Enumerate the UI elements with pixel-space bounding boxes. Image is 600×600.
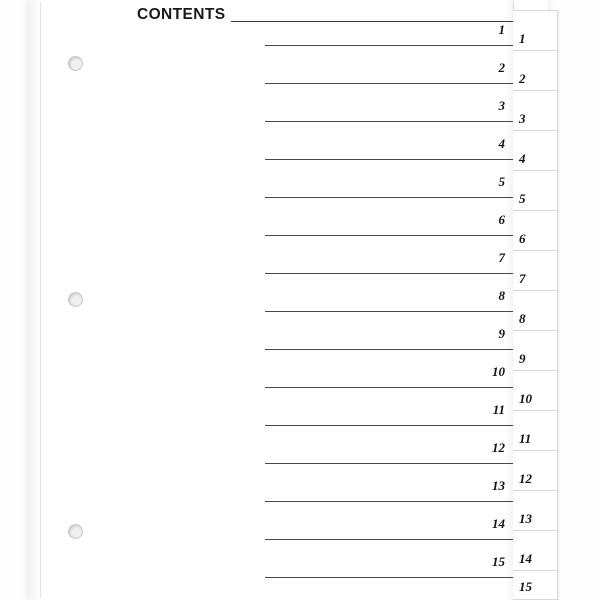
index-tab-number: 8 xyxy=(519,311,526,326)
contents-row xyxy=(265,428,513,464)
index-tab-number: 3 xyxy=(519,111,526,126)
contents-row xyxy=(265,390,513,426)
contents-row xyxy=(265,238,513,274)
contents-row-number: 3 xyxy=(498,98,505,113)
contents-row-number: 9 xyxy=(498,326,505,341)
index-tab[interactable] xyxy=(513,210,558,252)
index-tab[interactable] xyxy=(513,90,558,132)
punch-hole-top xyxy=(68,56,83,71)
contents-row-number: 15 xyxy=(492,554,505,569)
contents-row xyxy=(265,86,513,122)
index-tab[interactable] xyxy=(513,10,558,52)
contents-row-number: 1 xyxy=(498,22,505,37)
write-on-line xyxy=(265,197,513,198)
write-on-line xyxy=(265,311,513,312)
index-tab-number: 4 xyxy=(519,151,526,166)
contents-row xyxy=(265,124,513,160)
contents-row xyxy=(265,10,513,46)
write-on-line xyxy=(265,501,513,502)
write-on-line xyxy=(265,83,513,84)
contents-row xyxy=(265,314,513,350)
index-tab-number: 6 xyxy=(519,231,526,246)
write-on-line xyxy=(265,273,513,274)
page-title: CONTENTS xyxy=(137,6,226,23)
contents-row-number: 5 xyxy=(498,174,505,189)
index-tab-number: 9 xyxy=(519,351,526,366)
index-tab[interactable] xyxy=(513,490,558,532)
index-tab[interactable] xyxy=(513,130,558,172)
index-tab-number: 15 xyxy=(519,579,532,594)
contents-row xyxy=(265,276,513,312)
write-on-line xyxy=(265,577,513,578)
write-on-line xyxy=(265,121,513,122)
contents-row-number: 6 xyxy=(498,212,505,227)
punch-hole-bottom xyxy=(68,524,83,539)
contents-row xyxy=(265,542,513,578)
index-tab[interactable] xyxy=(513,570,558,600)
index-tab-number: 7 xyxy=(519,271,526,286)
index-tab[interactable] xyxy=(513,290,558,332)
write-on-line xyxy=(265,349,513,350)
contents-row xyxy=(265,200,513,236)
write-on-line xyxy=(265,45,513,46)
index-tab-number: 12 xyxy=(519,471,532,486)
punch-hole-middle xyxy=(68,292,83,307)
index-tab[interactable] xyxy=(513,450,558,492)
contents-row-number: 14 xyxy=(492,516,505,531)
contents-row-number: 7 xyxy=(498,250,505,265)
index-tab[interactable] xyxy=(513,410,558,452)
write-on-line xyxy=(265,235,513,236)
contents-row-number: 11 xyxy=(492,402,505,417)
contents-row-number: 13 xyxy=(492,478,505,493)
index-tab[interactable] xyxy=(513,170,558,212)
index-tab-number: 14 xyxy=(519,551,532,566)
index-tab-number: 13 xyxy=(519,511,532,526)
write-on-line xyxy=(265,425,513,426)
write-on-line xyxy=(265,159,513,160)
contents-row-number: 10 xyxy=(492,364,505,379)
write-on-line xyxy=(265,539,513,540)
index-tab-number: 10 xyxy=(519,391,532,406)
index-tab-number: 1 xyxy=(519,31,526,46)
index-tab-number: 2 xyxy=(519,71,526,86)
index-tab-number: 11 xyxy=(519,431,532,446)
index-tab[interactable] xyxy=(513,530,558,572)
write-on-line xyxy=(265,463,513,464)
contents-row-number: 12 xyxy=(492,440,505,455)
contents-row xyxy=(265,48,513,84)
contents-row xyxy=(265,162,513,198)
contents-row xyxy=(265,504,513,540)
tab-strip xyxy=(513,2,559,598)
write-on-line xyxy=(265,387,513,388)
contents-row xyxy=(265,352,513,388)
index-tab[interactable] xyxy=(513,330,558,372)
index-tab[interactable] xyxy=(513,250,558,292)
contents-row xyxy=(265,466,513,502)
index-tab[interactable] xyxy=(513,370,558,412)
index-tab-number: 5 xyxy=(519,191,526,206)
contents-row-number: 4 xyxy=(498,136,505,151)
contents-row-number: 2 xyxy=(498,60,505,75)
index-tab[interactable] xyxy=(513,50,558,92)
contents-row-number: 8 xyxy=(498,288,505,303)
